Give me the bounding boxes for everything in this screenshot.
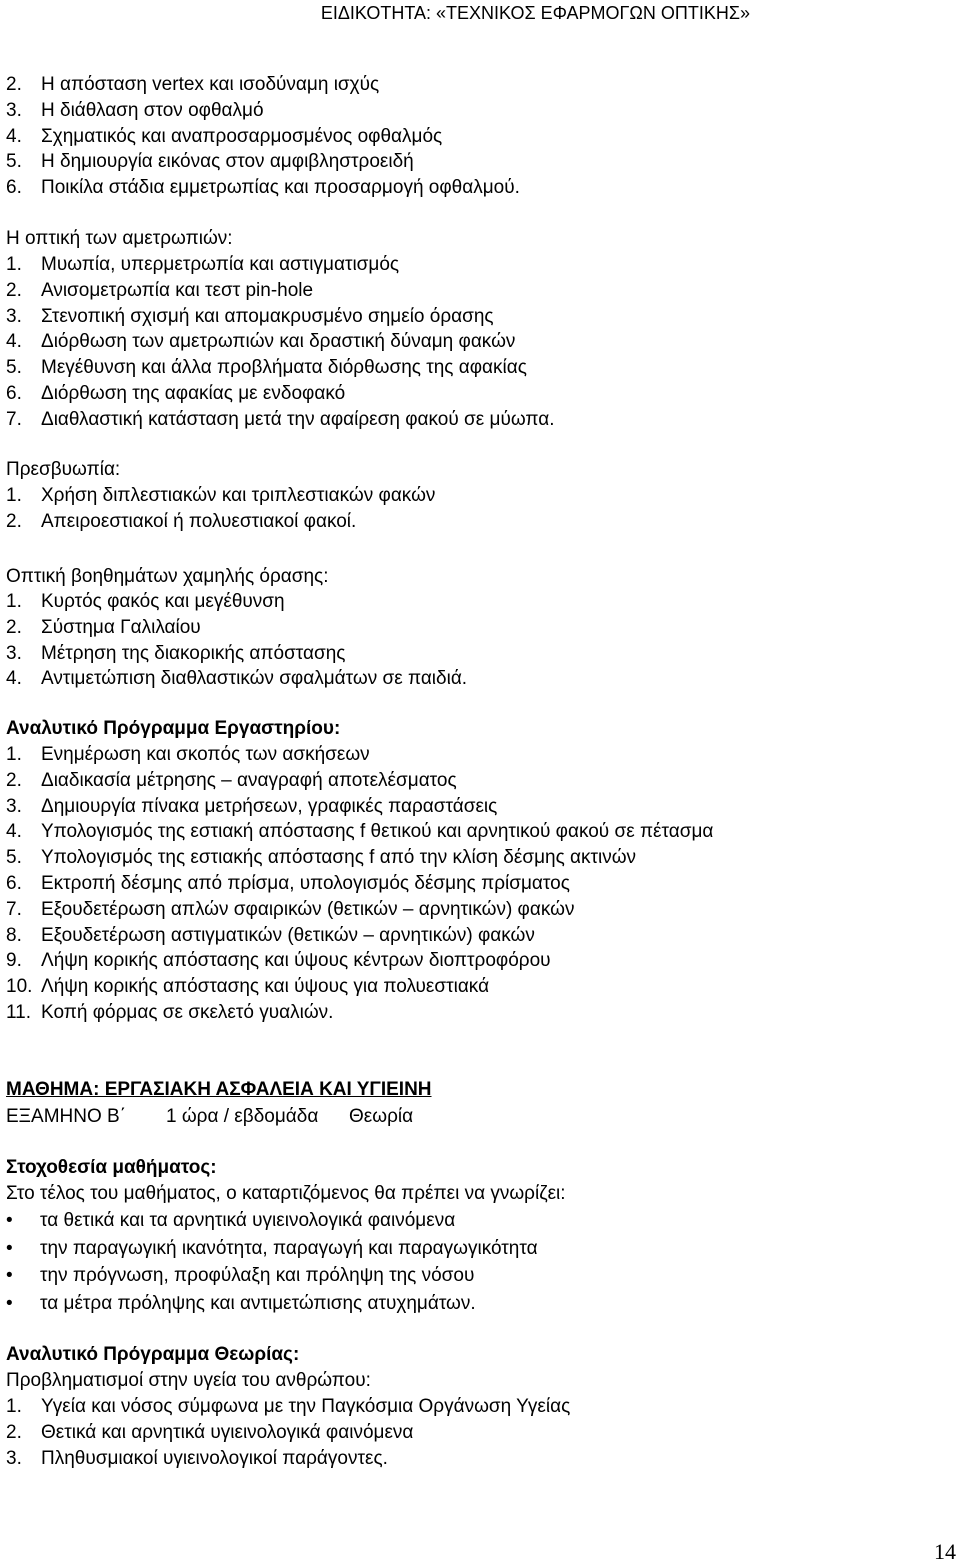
list-item xyxy=(6,331,515,353)
list-item xyxy=(6,357,527,379)
bullet-item: την πρόγνωση, προφύλαξη και πρόληψη της νόσου xyxy=(40,1265,475,1286)
list-item-number: 6. xyxy=(6,873,22,894)
list-item-number: 8. xyxy=(6,924,22,946)
list-item-text: Μέτρηση της διακορικής απόστασης xyxy=(41,642,346,664)
list-item xyxy=(6,821,713,843)
list-item xyxy=(6,1396,570,1418)
list-item-number: 2. xyxy=(6,74,22,95)
list-item-text: Θετικά και αρνητικά υγιεινολογικά φαινόμενα xyxy=(41,1421,414,1443)
list-item-text: Η διάθλαση στον οφθαλμό xyxy=(41,99,264,121)
section-heading: Πρεσβυωπία: xyxy=(6,459,121,480)
list-item-number: 4. xyxy=(6,668,22,690)
list-item-number: 4. xyxy=(6,125,22,147)
hours-label: 1 ώρα / εβδομάδα xyxy=(166,1106,319,1127)
list-item-number: 2. xyxy=(6,279,22,301)
list-item xyxy=(6,74,379,96)
bullet-icon: • xyxy=(6,1292,13,1314)
list-item-text: Μυωπία, υπερμετρωπία και αστιγματισμός xyxy=(41,254,400,275)
list-item-text: Υπολογισμός της εστιακής απόστασης f από την κλίση δέσμης ακτινών xyxy=(41,847,637,869)
list-item-text: Εξουδετέρωση απλών σφαιρικών (θετικών – αρνητικών) φακών xyxy=(41,898,575,920)
list-item-number: 4. xyxy=(6,821,22,843)
list-item-number: 2. xyxy=(6,616,22,638)
list-item-text: Διόρθωση των αμετρωπιών και δραστική δύναμη φακών xyxy=(41,331,516,353)
list-item-text: Υγεία και νόσος σύμφωνα με την Παγκόσμια Οργάνωση Υγείας xyxy=(41,1396,571,1417)
list-item-text: Μεγέθυνση και άλλα προβλήματα διόρθωσης της αφακίας xyxy=(41,357,527,379)
list-item-text: Δημιουργία πίνακα μετρήσεων, γραφικές παραστάσεις xyxy=(41,795,498,817)
list-item-text: Εκτροπή δέσμης από πρίσμα, υπολογισμός δέσμης πρίσματος xyxy=(41,873,570,894)
paragraph: Στο τέλος του μαθήματος, ο καταρτιζόμενος θα πρέπει να γνωρίζει: xyxy=(6,1183,566,1204)
list-item-number: 4. xyxy=(6,331,22,353)
list-item-text: Ανισομετρωπία και τεστ pin-hole xyxy=(41,279,314,301)
list-item-number: 1. xyxy=(6,254,22,275)
course-title: ΜΑΘΗΜΑ: ΕΡΓΑΣΙΑΚΗ ΑΣΦΑΛΕΙΑ ΚΑΙ ΥΓΙΕΙΝΗ xyxy=(6,1079,432,1100)
list-item xyxy=(6,643,345,665)
list-item-text: Η δημιουργία εικόνας στον αμφιβληστροειδή xyxy=(41,151,414,173)
semester-label: ΕΞΑΜΗΝΟ Β΄ xyxy=(6,1106,127,1127)
section-heading: Αναλυτικό Πρόγραμμα Θεωρίας: xyxy=(6,1344,300,1365)
list-item xyxy=(6,847,636,869)
section-heading: Αναλυτικό Πρόγραμμα Εργαστηρίου: xyxy=(6,718,341,739)
list-item-number: 3. xyxy=(6,795,22,817)
bullet-icon: • xyxy=(6,1237,13,1259)
list-item-number: 5. xyxy=(6,357,22,379)
bullet-item: την παραγωγική ικανότητα, παραγωγή και παραγωγικότητα xyxy=(40,1237,538,1259)
paragraph: Προβληματισμοί στην υγεία του ανθρώπου: xyxy=(6,1370,371,1391)
type-label: Θεωρία xyxy=(349,1106,414,1127)
bullet-item: τα μέτρα πρόληψης και αντιμετώπισης ατυχημάτων. xyxy=(40,1292,476,1314)
list-item-text: Λήψη κορικής απόστασης και ύψους για πολυεστιακά xyxy=(41,976,490,998)
section-heading: Οπτική βοηθημάτων χαμηλής όρασης: xyxy=(6,566,329,587)
list-item-text: Ποικίλα στάδια εμμετρωπίας και προσαρμογή οφθαλμού. xyxy=(41,177,520,199)
list-item-number: 1. xyxy=(6,591,22,612)
list-item-text: Διαθλαστική κατάσταση μετά την αφαίρεση φακού σε μύωπα. xyxy=(41,408,555,430)
list-item xyxy=(6,126,442,148)
list-item xyxy=(6,254,399,276)
list-item xyxy=(6,873,570,895)
list-item-text: Χρήση διπλεστιακών και τριπλεστιακών φακών xyxy=(41,485,436,506)
section-heading: Στοχοθεσία μαθήματος: xyxy=(6,1157,217,1178)
list-item-number: 10. xyxy=(6,976,33,998)
list-item-text: Κοπή φόρμας σε σκελετό γυαλιών. xyxy=(41,1002,334,1023)
list-item-number: 3. xyxy=(6,1447,22,1469)
list-item-number: 3. xyxy=(6,305,22,327)
page-number: 14 xyxy=(934,1539,956,1564)
list-item xyxy=(6,177,520,199)
list-item xyxy=(6,796,497,818)
list-item-text: Εξουδετέρωση αστιγματικών (θετικών – αρνητικών) φακών xyxy=(41,924,535,946)
list-item xyxy=(6,899,574,921)
list-item-number: 2. xyxy=(6,1421,22,1443)
list-item xyxy=(6,1422,413,1444)
list-item xyxy=(6,668,467,690)
list-item xyxy=(6,100,264,122)
list-item xyxy=(6,485,435,507)
list-item xyxy=(6,617,201,639)
list-item-text: Σχηματικός και αναπροσαρμοσμένος οφθαλμός xyxy=(41,125,443,147)
list-item-number: 6. xyxy=(6,177,22,199)
list-item xyxy=(6,950,551,972)
section-heading: Η οπτική των αμετρωπιών: xyxy=(6,228,233,249)
page-header: ΕΙΔΙΚΟΤΗΤΑ: «ΤΕΧΝΙΚΟΣ ΕΦΑΡΜΟΓΩΝ ΟΠΤΙΚΗΣ» xyxy=(320,3,750,23)
list-item-text: Διαδικασία μέτρησης – αναγραφή αποτελέσματος xyxy=(41,769,457,791)
list-item-number: 9. xyxy=(6,950,22,972)
list-item-text: Αντιμετώπιση διαθλαστικών σφαλμάτων σε παιδιά. xyxy=(41,668,468,690)
bullet-item: τα θετικά και τα αρνητικά υγιεινολογικά φαινόμενα xyxy=(40,1210,456,1231)
list-item-text: Στενοπική σχισμή και απομακρυσμένο σημείο όρασης xyxy=(41,305,494,327)
list-item xyxy=(6,591,285,613)
list-item-text: Διόρθωση της αφακίας με ενδοφακό xyxy=(41,383,346,404)
list-item-number: 2. xyxy=(6,510,22,532)
bullet-icon: • xyxy=(6,1265,13,1286)
list-item-text: Κυρτός φακός και μεγέθυνση xyxy=(41,591,285,612)
list-item-number: 1. xyxy=(6,1396,22,1417)
list-item-text: Πληθυσμιακοί υγιεινολογικοί παράγοντες. xyxy=(41,1447,388,1469)
list-item xyxy=(6,151,414,173)
list-item xyxy=(6,1448,388,1470)
list-item xyxy=(6,383,345,405)
list-item xyxy=(6,511,356,533)
list-item xyxy=(6,770,457,792)
list-item-text: Υπολογισμός της εστιακή απόστασης f θετικού και αρνητικού φακού σε πέτασμα xyxy=(41,821,714,843)
list-item xyxy=(6,976,489,998)
list-item xyxy=(6,409,555,431)
list-item-text: Σύστημα Γαλιλαίου xyxy=(41,616,201,638)
list-item xyxy=(6,744,370,766)
list-item-number: 3. xyxy=(6,99,22,121)
list-item-number: 5. xyxy=(6,847,22,869)
bullet-icon: • xyxy=(6,1210,13,1231)
list-item-number: 3. xyxy=(6,642,22,664)
list-item-text: Λήψη κορικής απόστασης και ύψους κέντρων διοπτροφόρου xyxy=(41,950,551,972)
list-item-number: 5. xyxy=(6,151,22,173)
list-item-number: 7. xyxy=(6,408,22,430)
list-item-text: Ενημέρωση και σκοπός των ασκήσεων xyxy=(41,744,370,765)
list-item-number: 11. xyxy=(6,1002,32,1023)
list-item xyxy=(6,925,535,947)
list-item-number: 1. xyxy=(6,485,22,506)
list-item-text: Απειροεστιακοί ή πολυεστιακοί φακοί. xyxy=(41,510,357,532)
list-item xyxy=(6,280,313,302)
list-item-number: 7. xyxy=(6,898,22,920)
list-item-number: 6. xyxy=(6,383,22,404)
list-item xyxy=(6,1002,333,1024)
list-item-text: Η απόσταση vertex και ισοδύναμη ισχύς xyxy=(41,74,380,95)
list-item xyxy=(6,306,494,328)
list-item-number: 2. xyxy=(6,769,22,791)
list-item-number: 1. xyxy=(6,744,22,765)
